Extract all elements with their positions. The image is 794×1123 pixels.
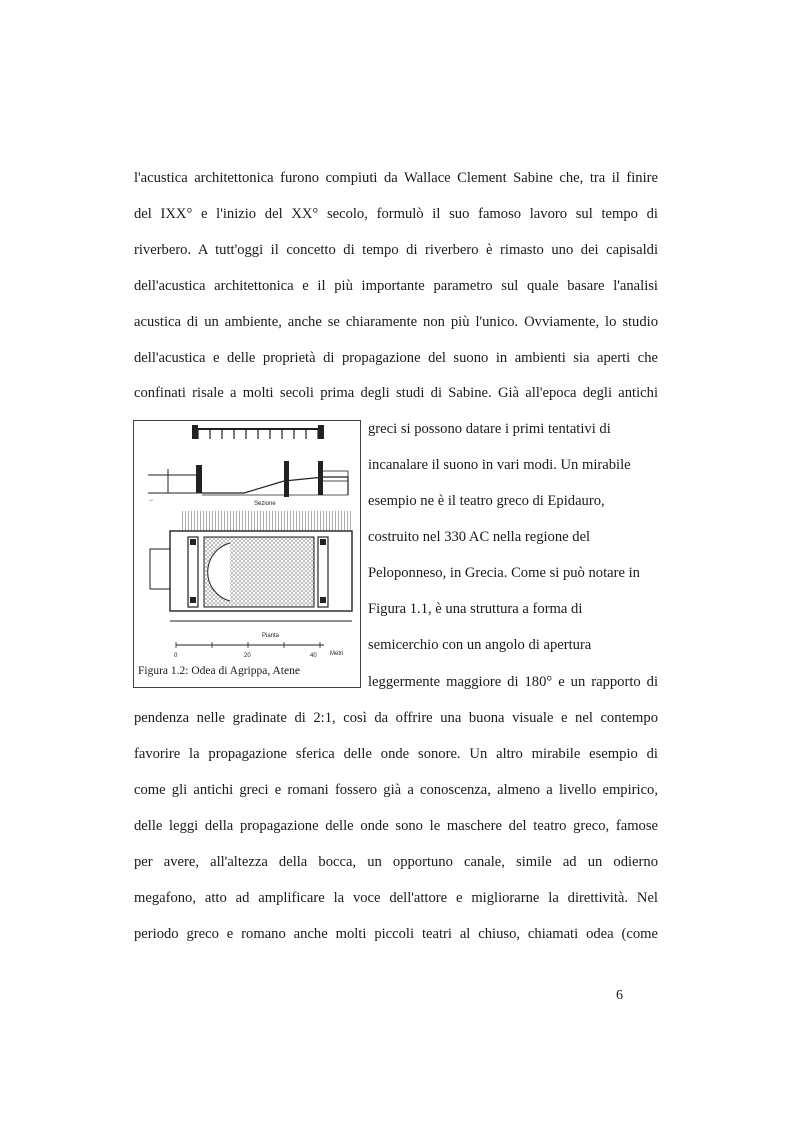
text-line-20: per avere, all'altezza della bocca, un opportuno canale, simile ad un odierno bbox=[134, 854, 658, 870]
text-line-4: dell'acustica architettonica e il più importante parametro sul quale basare l'analisi bbox=[134, 278, 658, 294]
text-line-18: come gli antichi greci e romani fossero già a conoscenza, almeno a livello empirico, bbox=[134, 782, 658, 798]
text-line-22: periodo greco e romano anche molti piccoli teatri al chiuso, chiamati odea (come bbox=[134, 926, 658, 942]
label-plan: Pianta bbox=[262, 633, 280, 639]
scale-0: 0 bbox=[174, 653, 178, 659]
label-section: Sezione bbox=[254, 501, 276, 507]
text-line-7: confinati risale a molti secoli prima degli studi di Sabine. Già all'epoca degli antichi bbox=[134, 385, 658, 401]
text-line-21: megafono, atto ad amplificare la voce dell'attore e migliorarne la direttività. Nel bbox=[134, 890, 658, 906]
odeon-plan-drawing bbox=[134, 421, 360, 661]
text-line-9: incanalare il suono in vari modi. Un mirabile bbox=[368, 457, 631, 473]
figure-odeon-agrippa bbox=[133, 420, 361, 688]
text-line-11: costruito nel 330 AC nella regione del bbox=[368, 529, 591, 545]
text-line-17: favorire la propagazione sferica delle onde sonore. Un altro mirabile esempio di bbox=[134, 746, 658, 762]
text-line-16: pendenza nelle gradinate di 2:1, così da offrire una buona visuale e nel contempo bbox=[134, 710, 658, 726]
text-line-6: dell'acustica e delle proprietà di propagazione del suono in ambienti sia aperti che bbox=[134, 350, 658, 366]
figure-caption: Figura 1.2: Odea di Agrippa, Atene bbox=[138, 665, 300, 677]
text-line-19: delle leggi della propagazione delle onde sono le maschere del teatro greco, famose bbox=[134, 818, 658, 834]
text-line-8: greci si possono datare i primi tentativi di bbox=[368, 421, 611, 437]
text-line-10: esempio ne è il teatro greco di Epidauro, bbox=[368, 493, 605, 509]
svg-text:→: → bbox=[148, 497, 154, 503]
page-number: 6 bbox=[616, 988, 623, 1003]
text-line-3: riverbero. A tutt'oggi il concetto di tempo di riverbero è rimasto uno dei capisaldi bbox=[134, 242, 658, 258]
text-line-13: Figura 1.1, è una struttura a forma di bbox=[368, 601, 583, 617]
text-line-1: l'acustica architettonica furono compiuti da Wallace Clement Sabine che, tra il finire bbox=[134, 170, 658, 186]
scale-40: 40 bbox=[310, 653, 317, 659]
text-line-15: leggermente maggiore di 180° e un rapporto di bbox=[368, 674, 658, 690]
text-line-2: del IXX° e l'inizio del XX° secolo, formulò il suo famoso lavoro sul tempo di bbox=[134, 206, 658, 222]
text-line-12: Peloponneso, in Grecia. Come si può notare in bbox=[368, 565, 640, 581]
scale-unit: Metri bbox=[330, 651, 344, 657]
scale-20: 20 bbox=[244, 653, 251, 659]
text-line-5: acustica di un ambiente, anche se chiaramente non più l'unico. Ovviamente, lo studio bbox=[134, 314, 658, 330]
text-line-14: semicerchio con un angolo di apertura bbox=[368, 637, 592, 653]
